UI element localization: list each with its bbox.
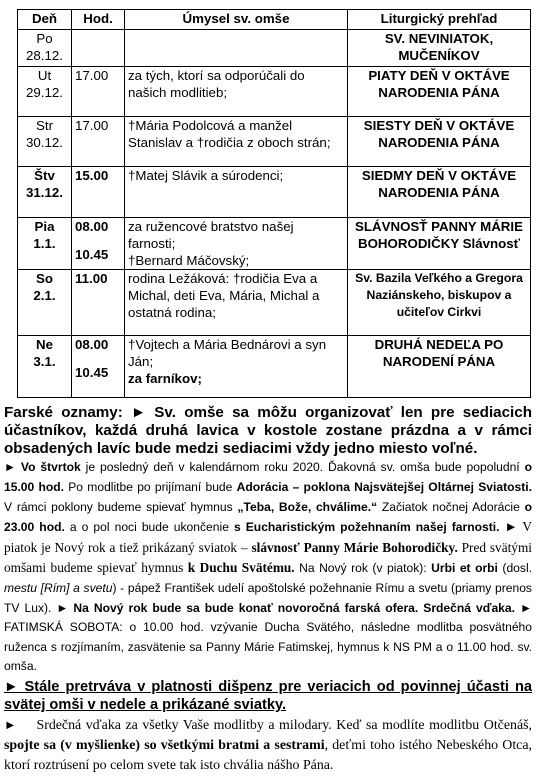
- announcement-text-run: o 23.00 hod.: [4, 499, 532, 535]
- hour-value: 17.00: [75, 118, 109, 133]
- announcement-text-run: Na Nový rok (v piatok):: [294, 561, 432, 576]
- cell-hour: [72, 67, 125, 117]
- hour-value: 15.00: [75, 168, 109, 183]
- mass-schedule-table: [17, 9, 531, 398]
- cell-hour: [72, 30, 125, 67]
- announcement-dispensation: ► Stále pretrváva v platnosti dišpenz pre veriacich od povinnej účasti na svätej omši v nedele a prikázané sviatky.: [4, 678, 532, 713]
- parish-announcements: [4, 404, 532, 776]
- header-hour: Hod.: [72, 10, 125, 30]
- cell-intention: [125, 30, 348, 67]
- announcement-intro: [4, 404, 532, 457]
- header-liturgy: Liturgický prehľad: [348, 10, 531, 30]
- header-intention: Úmysel sv. omše: [125, 10, 348, 30]
- cell-hour: [72, 167, 125, 218]
- table-header-row: [18, 10, 531, 30]
- header-day: Deň: [18, 10, 72, 30]
- announcement-text-run: slávnosť Panny Márie Bohorodičky.: [251, 539, 458, 555]
- intention-text: za tých, ktorí sa odporúčali do našich modlitieb;: [128, 68, 305, 100]
- hour-value: 10.45: [75, 247, 109, 262]
- cell-day: Po 28.12.: [18, 30, 72, 67]
- table-row: [18, 67, 531, 117]
- announcement-text-run: Po modlitbe po prijímaní bude: [64, 479, 237, 494]
- cell-liturgy: SIESTY DEŇ V OKTÁVE NARODENIA PÁNA: [348, 117, 531, 167]
- table-row: [18, 218, 531, 270]
- announcement-text-run: a o pol noci bude ukončenie: [64, 520, 234, 535]
- table-row: [18, 336, 531, 398]
- announcement-text-run: mestu [Rím] a svetu: [4, 580, 113, 595]
- announcement-text-run: je posledný deň v kalendárnom roku 2020. Ďakovná sv. omša bude popoludní: [80, 460, 525, 475]
- cell-intention: [125, 270, 348, 336]
- cell-intention: [125, 218, 348, 270]
- hour-value: 10.45: [75, 365, 109, 380]
- hour-value: 08.00: [75, 337, 109, 352]
- cell-day: Ut 29.12.: [18, 67, 72, 117]
- hour-value: 17.00: [75, 68, 109, 83]
- announcement-text-run: (dosl.: [497, 561, 532, 576]
- cell-day: So 2.1.: [18, 270, 72, 336]
- thanks-text-run: ►: [4, 717, 17, 732]
- cell-day: Str 30.12.: [18, 117, 72, 167]
- cell-hour: [72, 336, 125, 398]
- announcement-new-year: [4, 458, 532, 677]
- cell-day: Štv 31.12.: [18, 167, 72, 218]
- announcement-thanks: [4, 715, 532, 776]
- cell-intention: [125, 67, 348, 117]
- intention-text: za farníkov;: [128, 371, 202, 386]
- announcement-text-run: ► Na Nový rok bude sa bude konať novoročná farská ofera. Srdečná vďaka.: [56, 600, 515, 615]
- intention-text: †Matej Slávik a súrodenci;: [128, 168, 284, 183]
- announcement-text-run: o 15.00 hod.: [4, 460, 532, 494]
- announcement-text-run: Urbi et orbi: [431, 561, 498, 576]
- cell-hour: [72, 270, 125, 336]
- announcement-text-run: ► V piatok je Nový rok a tiež prikázaný sviatok –: [4, 519, 532, 555]
- thanks-text-run: , deťmi toho istého Nebeského Otca, ktorí roztrúsení po celom svete tak isto chvália nášho Pána.: [4, 737, 532, 773]
- announcement-text-run: Pred svätými omšami budeme spievať hymnus: [4, 539, 532, 576]
- announcement-text-run: „Teba, Bože, chválime.“: [237, 499, 378, 514]
- table-row: [18, 270, 531, 336]
- announcements-label: Farské oznamy:: [4, 404, 123, 421]
- intention-text: za ružencové bratstvo našej farnosti;: [128, 219, 294, 251]
- cell-intention: [125, 117, 348, 167]
- hour-value: 11.00: [75, 271, 108, 286]
- announcement-text-run: Začiatok nočnej Adorácie: [377, 499, 525, 514]
- cell-intention: [125, 336, 348, 398]
- cell-liturgy: SIEDMY DEŇ V OKTÁVE NARODENIA PÁNA: [348, 167, 531, 218]
- cell-liturgy: DRUHÁ NEDEĽA PO NARODENÍ PÁNA: [348, 336, 531, 398]
- cell-intention: [125, 167, 348, 218]
- cell-liturgy: PIATY DEŇ V OKTÁVE NARODENIA PÁNA: [348, 67, 531, 117]
- intention-text: †Bernard Máčovský;: [128, 253, 250, 268]
- thanks-text-run: spojte sa (v myšlienke) so všetkými bratmi a sestrami: [4, 737, 325, 753]
- table-row: [18, 117, 531, 167]
- table-row: [18, 167, 531, 218]
- thanks-text-run: Srdečná vďaka za všetky Vaše modlitby a milodary. Keď sa modlíte modlitbu Otčenáš,: [36, 717, 532, 733]
- cell-liturgy: SLÁVNOSŤ PANNY MÁRIE BOHORODIČKY Slávnosť: [348, 218, 531, 270]
- announcement-text-run: ► FATIMSKÁ SOBOTA: o 10.00 hod. vzývanie Ducha Svätého, následne modlitba posvätného ruženca s rozjímaním, zasvätenie sa Panny Márie Fatimskej, hymnus k NS PM a o 11.00 hod. sv. omša.: [4, 600, 533, 674]
- announcement-text-run: Adorácia – poklona Najsvätejšej Oltárnej Sviatosti.: [236, 479, 532, 494]
- intention-text: rodina Ležáková: †rodičia Eva a Michal, deti Eva, Mária, Michal a ostatná rodina;: [128, 271, 320, 320]
- announcement-text-run: k Duchu Svätému.: [187, 560, 295, 576]
- intention-text: †Vojtech a Mária Bednárovi a syn Ján;: [128, 337, 327, 369]
- announcement-text-run: V rámci poklony budeme spievať hymnus: [4, 499, 238, 514]
- cell-hour: [72, 218, 125, 270]
- cell-liturgy: Sv. Bazila Veľkého a Gregora Naziánskeho, biskupov a učiteľov Cirkvi: [348, 270, 531, 336]
- hour-value: 08.00: [75, 219, 109, 234]
- table-row: [18, 30, 531, 67]
- cell-liturgy: SV. NEVINIATOK, MUČENÍKOV: [348, 30, 531, 67]
- announcement-text-run: s Eucharistickým požehnaním našej farnosti.: [233, 520, 500, 535]
- cell-day: Ne 3.1.: [18, 336, 72, 398]
- announcement-text-run: ► Vo štvrtok: [4, 460, 81, 475]
- announcement-text-run: ) - pápež František udelí apoštolské požehnanie Rímu a svetu (priamy prenos TV Lux).: [4, 580, 532, 615]
- cell-day: Pia 1.1.: [18, 218, 72, 270]
- announcement-seating-rules: ► Sv. omše sa môžu organizovať len pre sediacich účastníkov, každá druhá lavica v kostole zostane prázdna a v rámci obsadených lavíc bude medzi sediacimi vždy jedno miesto voľné.: [4, 404, 532, 457]
- cell-hour: [72, 117, 125, 167]
- intention-text: †Mária Podolcová a manžel Stanislav a †rodičia z oboch strán;: [128, 118, 331, 150]
